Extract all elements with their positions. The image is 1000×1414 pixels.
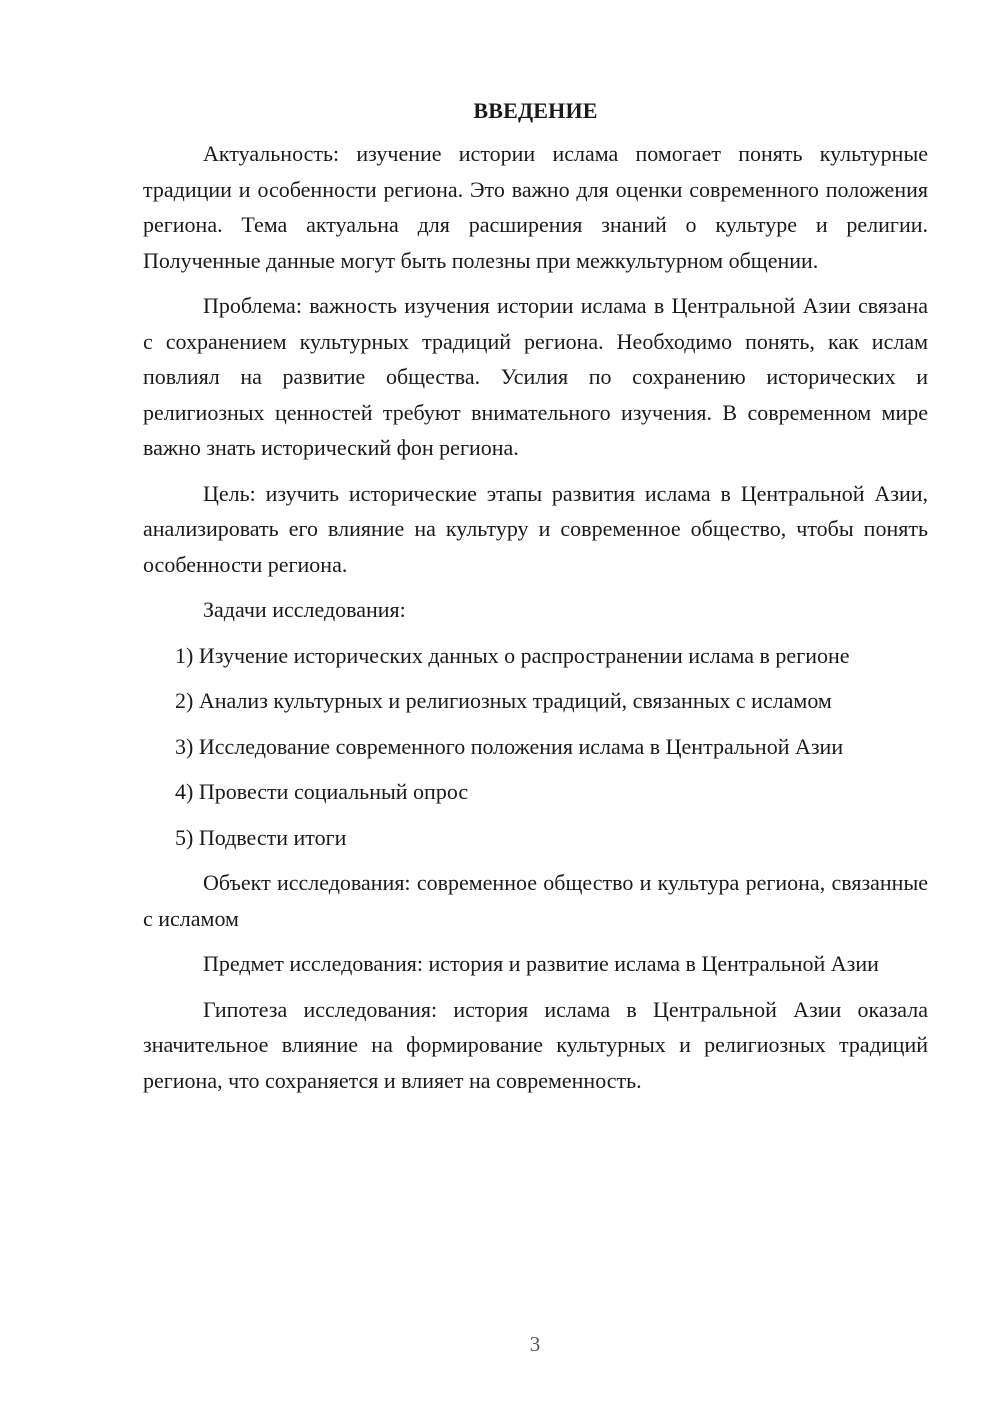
task-item-1: 1) Изучение исторических данных о распространении ислама в регионе [175, 642, 850, 668]
task-item-2: 2) Анализ культурных и религиозных традиций, связанных с исламом [175, 688, 832, 713]
problem-paragraph: Проблема: важность изучения истории ислама в Центральной Азии связана с сохранением культурных традиций региона. Необходимо понять, как ислам повлиял на развитие общества. Усилия по сохранению исторических и религиозных ценностей требуют внимательного изучения. В современном мире важно знать исторический фон региона. [143, 293, 928, 460]
document-body [143, 96, 928, 1098]
subject-paragraph: Предмет исследования: история и развитие ислама в Центральной Азии [203, 951, 879, 976]
goal-paragraph: Цель: изучить исторические этапы развития ислама в Центральной Азии, анализировать его влияние на культуру и современное общество, чтобы понять особенности региона. [143, 480, 928, 577]
task-item-5: 5) Подвести итоги [175, 824, 347, 850]
relevance-paragraph: Актуальность: изучение истории ислама помогает понять культурные традиции и особенности региона. Это важно для оценки современного положения региона. Тема актуальна для расширения знаний о культуре и религии. Полученные данные могут быть полезны при межкультурном общении. [143, 141, 928, 273]
hypothesis-paragraph: Гипотеза исследования: история ислама в Центральной Азии оказала значительное влияние на формирование культурных и религиозных традиций региона, что сохраняется и влияет на современность. [143, 996, 928, 1093]
tasks-title: Задачи исследования: [203, 597, 406, 622]
task-item-3: 3) Исследование современного положения ислама в Центральной Азии [175, 733, 844, 759]
page-number: 3 [529, 1332, 541, 1356]
task-item-4: 4) Провести социальный опрос [175, 779, 469, 804]
section-heading: ВВЕДЕНИЕ [473, 98, 598, 123]
object-paragraph: Объект исследования: современное общество и культура региона, связанные с исламом [143, 870, 928, 931]
